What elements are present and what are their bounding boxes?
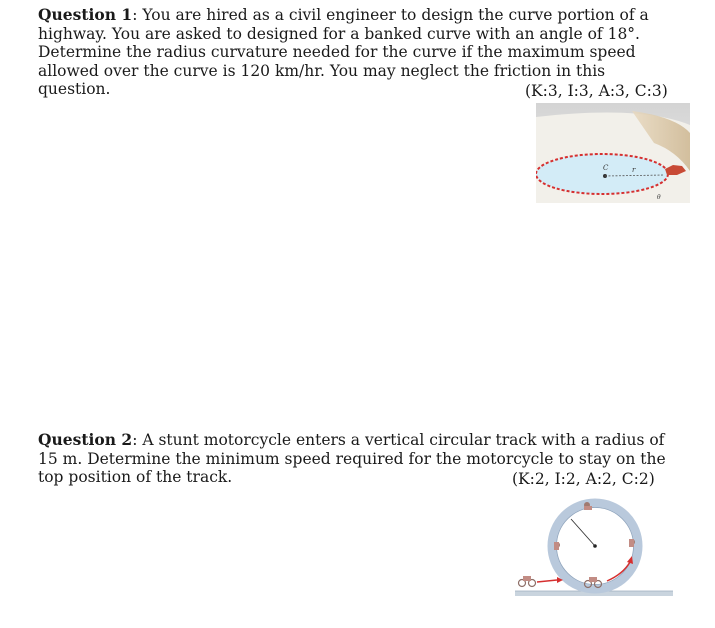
question-2-score: (K:2, I:2, A:2, C:2) xyxy=(512,470,655,488)
center-label: C xyxy=(603,164,609,172)
motorcycle-entry-icon xyxy=(519,576,536,587)
track-ellipse xyxy=(536,154,668,194)
radius-label: r xyxy=(632,166,636,174)
angle-label: θ xyxy=(657,194,661,201)
question-2-label: Question 2 xyxy=(38,430,133,449)
loop-track-figure xyxy=(515,498,677,602)
radius-line xyxy=(571,519,595,546)
banked-curve-figure xyxy=(536,103,690,203)
motorcycle-left-icon xyxy=(554,542,560,550)
climb-arrowhead xyxy=(627,556,633,564)
entry-arrow xyxy=(537,580,557,582)
question-1-score: (K:3, I:3, A:3, C:3) xyxy=(525,82,668,100)
question-1-label: Question 1 xyxy=(38,5,133,24)
question-2-text: : A stunt motorcycle enters a vertical circular track with a radius of 15 m. Determine the minimum speed required for the motorcycle to stay on the top position of the track. xyxy=(38,431,666,486)
question-1-text: : You are hired as a civil engineer to design the curve portion of a highway. You are asked to designed for a banked curve with an angle of 18°. Determine the radius curvature needed for the curve if the maximum speed allowed over the curve is 120 km/hr. You may neglect the friction in this question. xyxy=(38,6,649,98)
